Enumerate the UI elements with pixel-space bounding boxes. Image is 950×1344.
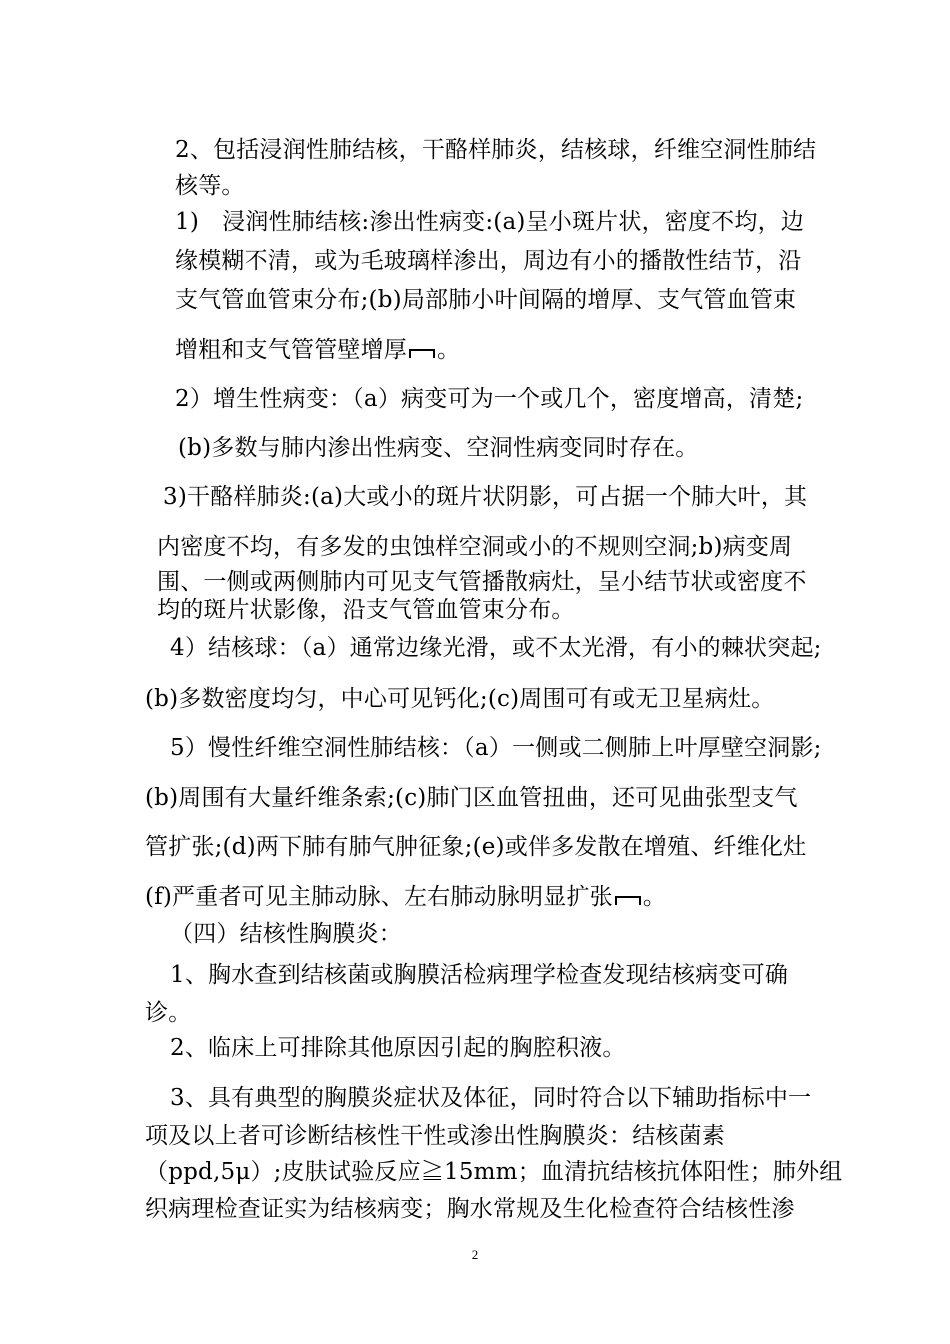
text-line: 内密度不均，有多发的虫蚀样空洞或小的不规则空洞;b)病变周 [157, 534, 793, 560]
text-line: 支气管血管束分布;(b)局部肺小叶间隔的增厚、支气管血管束 [175, 287, 797, 313]
text-line: (b)周围有大量纤维条索;(c)肺门区血管扭曲，还可见曲张型支气 [145, 785, 798, 811]
text-line [175, 335, 460, 365]
text-segment: 。 [437, 337, 461, 363]
citation-mark-icon [409, 349, 435, 358]
text-segment: 。 [642, 884, 667, 910]
page-number: 2 [471, 1247, 479, 1262]
text-segment: 增粗和支气管管壁增厚 [175, 337, 407, 363]
citation-mark-icon [615, 896, 641, 905]
text-line: 2、临床上可排除其他原因引起的胸腔积液。 [170, 1035, 626, 1061]
text-line: 2）增生性病变：（a）病变可为一个或几个，密度增高，清楚; [175, 386, 804, 412]
text-line: 2、包括浸润性肺结核，干酪样肺炎，结核球，纤维空洞性肺结 [175, 137, 817, 163]
text-line: 项及以上者可诊断结核性干性或渗出性胸膜炎：结核菌素 [145, 1123, 725, 1149]
text-line: （ppd,5μ）;皮肤试验反应≧15mm；血清抗结核抗体阳性；肺外组 [145, 1159, 843, 1185]
text-line: 围、一侧或两侧肺内可见支气管播散病灶，呈小结节状或密度不 [157, 569, 807, 595]
text-line: 1、胸水查到结核菌或胸膜活检病理学检查发现结核病变可确 [170, 962, 789, 988]
text-line: 5）慢性纤维空洞性肺结核：（a）一侧或二侧肺上叶厚壁空洞影; [170, 735, 822, 761]
text-line [145, 882, 666, 912]
text-line: 均的斑片状影像，沿支气管血管束分布。 [157, 597, 575, 623]
text-line: 缘模糊不清，或为毛玻璃样渗出，周边有小的播散性结节，沿 [175, 248, 802, 274]
section-heading: （四）结核性胸膜炎： [170, 921, 402, 947]
text-line: 管扩张;(d)两下肺有肺气肿征象;(e)或伴多发散在增殖、纤维化灶 [145, 834, 807, 860]
text-line: 织病理检查证实为结核病变；胸水常规及生化检查符合结核性渗 [145, 1196, 795, 1222]
text-line: 3、具有典型的胸膜炎症状及体征，同时符合以下辅助指标中一 [170, 1085, 812, 1111]
text-line: (b)多数与肺内渗出性病变、空洞性病变同时存在。 [178, 435, 699, 461]
text-line: 核等。 [175, 173, 245, 199]
text-line: 1) 浸润性肺结核:渗出性病变:(a)呈小斑片状，密度不均，边 [175, 209, 804, 235]
text-line: 诊。 [145, 1000, 192, 1026]
text-line: (b)多数密度均匀，中心可见钙化;(c)周围可有或无卫星病灶。 [145, 686, 775, 712]
text-line: 3)干酪样肺炎:(a)大或小的斑片状阴影，可占据一个肺大叶，其 [163, 484, 808, 510]
text-segment: (f)严重者可见主肺动脉、左右肺动脉明显扩张 [145, 884, 613, 910]
text-line: 4）结核球：（a）通常边缘光滑，或不太光滑，有小的棘状突起; [170, 635, 822, 661]
